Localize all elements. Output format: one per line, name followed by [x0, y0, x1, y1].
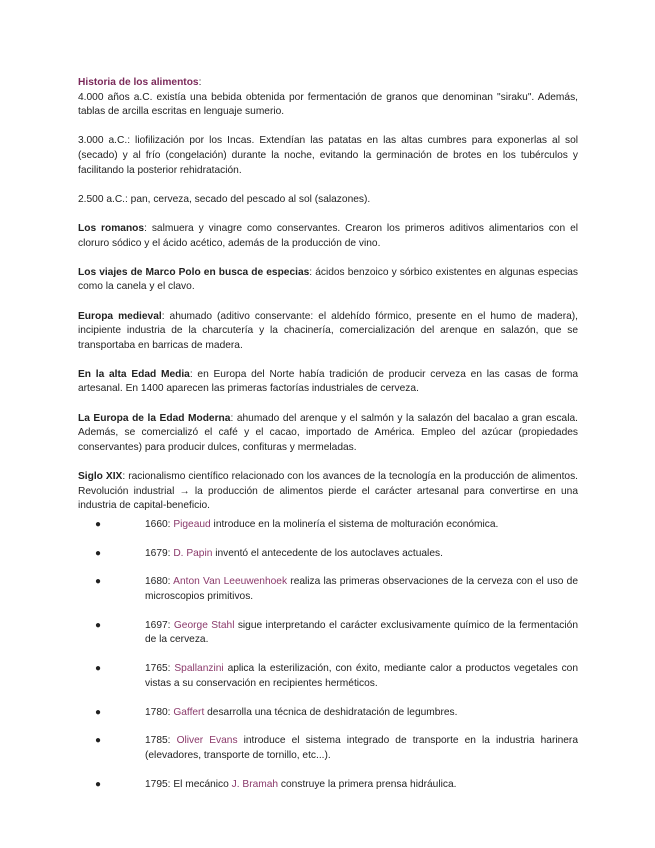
- event-text: aplica la esterilización, con éxito, mediante calor a productos vegetales con vistas a su conservación en recipientes herméticos.: [145, 663, 578, 689]
- event-text: introduce el sistema integrado de transporte en la industria harinera (elevadores, transporte de tornillo, etc...).: [145, 735, 578, 761]
- paragraph-edad-moderna: [78, 412, 578, 456]
- list-item: [78, 706, 578, 721]
- marco-polo-heading: Los viajes de Marco Polo en busca de especias: [78, 266, 310, 278]
- event-text: inventó el antecedente de los autoclaves actuales.: [212, 547, 443, 559]
- bullet-icon: ●: [95, 735, 102, 747]
- event-year: 1785:: [145, 735, 177, 747]
- list-item: [78, 662, 578, 691]
- bullet-icon: ●: [95, 619, 102, 631]
- event-year: 1660:: [145, 518, 174, 530]
- siglo-xix-text: : racionalismo científico relacionado con los avances de la tecnología en la producción de alimentos. Revolución industrial → la producción de alimentos pierde el carácter artesanal para convertirse en una industria de capital-beneficio.: [78, 471, 578, 512]
- paragraph-4000ac: 4.000 años a.C. existía una bebida obtenida por fermentación de granos que denominan "siraku". Además, tablas de arcilla escritas en lenguaje sumerio.: [78, 91, 578, 118]
- bullet-icon: ●: [95, 547, 102, 559]
- alta-edad-media-text: : en Europa del Norte había tradición de producir cerveza en las casas de forma artesanal. En 1400 aparecen las primeras factorías industriales de cerveza.: [78, 368, 578, 395]
- event-name-link[interactable]: D. Papin: [173, 547, 213, 559]
- edad-moderna-heading: La Europa de la Edad Moderna: [78, 412, 231, 424]
- event-year: 1765:: [145, 663, 175, 675]
- europa-medieval-heading: Europa medieval: [78, 310, 162, 322]
- event-year: 1679:: [145, 547, 174, 559]
- event-name-link[interactable]: Oliver Evans: [176, 735, 238, 747]
- event-name-link[interactable]: J. Bramah: [231, 778, 279, 790]
- event-year: 1780:: [145, 706, 174, 718]
- bullet-icon: ●: [95, 663, 102, 675]
- list-item: [78, 734, 578, 763]
- list-item: [78, 518, 578, 533]
- paragraph-siglo-xix: [78, 470, 578, 514]
- event-text: sigue interpretando el carácter exclusivamente químico de la fermentación de la cerveza.: [145, 619, 578, 646]
- paragraph-europa-medieval: [78, 310, 578, 354]
- romanos-text: : salmuera y vinagre como conservantes. Crearon los primeros aditivos alimentarios con el cloruro sódico y el ácido acético, además de la producción de vino.: [78, 222, 578, 249]
- paragraph-romanos: [78, 222, 578, 251]
- europa-medieval-text: : ahumado (aditivo conservante: el aldehído fórmico, presente en el humo de madera), incipiente industria de la charcutería y la chacinería, comercialización del arenque en salazón, que se transportaba en barricas de madera.: [78, 310, 579, 351]
- event-name-link[interactable]: Gaffert: [173, 706, 205, 718]
- event-year: 1795: El mecánico: [145, 778, 232, 790]
- event-name-link[interactable]: Pigeaud: [173, 518, 211, 530]
- event-name-link[interactable]: Spallanzini: [174, 663, 224, 675]
- paragraph-2500ac: 2.500 a.C.: pan, cerveza, secado del pescado al sol (salazones).: [78, 193, 371, 205]
- paragraph-alta-edad-media: [78, 368, 578, 397]
- event-year: 1697:: [145, 619, 174, 631]
- list-item: [78, 619, 578, 648]
- edad-moderna-text: : ahumado del arenque y el salmón y la salazón del bacalao a gran escala. Además, se comercializó el café y el cacao, importado de América. Empleo del azúcar (propiedades conservantes) para producir dulces, confituras y mermeladas.: [78, 412, 578, 453]
- event-text: realiza las primeras observaciones de la cerveza con el uso de microscopios primitivos.: [145, 576, 579, 602]
- event-name-link[interactable]: George Stahl: [173, 619, 235, 631]
- alta-edad-media-heading: En la alta Edad Media: [78, 368, 190, 380]
- bullet-icon: ●: [95, 576, 102, 588]
- event-text: introduce en la molinería el sistema de molturación económica.: [210, 518, 499, 530]
- paragraph-marco-polo: [78, 266, 578, 295]
- event-year: 1680:: [145, 576, 174, 588]
- list-item: [78, 547, 578, 562]
- title-line: [78, 76, 578, 91]
- siglo-xix-heading: Siglo XIX: [78, 471, 123, 483]
- event-text: construye la primera prensa hidráulica.: [278, 778, 457, 790]
- event-name-link[interactable]: Anton Van Leeuwenhoek: [173, 576, 288, 588]
- title-colon: :: [198, 77, 202, 88]
- bullet-icon: ●: [95, 706, 102, 718]
- romanos-heading: Los romanos: [78, 222, 145, 234]
- events-list: [78, 518, 578, 792]
- bullet-icon: ●: [95, 518, 102, 530]
- document-title: Historia de los alimentos: [78, 77, 199, 88]
- paragraph-3000ac: 3.000 a.C.: liofilización por los Incas. Extendían las patatas en las altas cumbres para exponerlas al sol (secado) y al frío (congelación) durante la noche, evitando la germinación de brotes en los tubérculos y facilitando la posterior rehidratación.: [78, 135, 578, 176]
- marco-polo-text: : ácidos benzoico y sórbico existentes en algunas especias como la canela y el clavo.: [78, 266, 578, 293]
- list-item: [78, 778, 578, 793]
- event-text: desarrolla una técnica de deshidratación de legumbres.: [204, 706, 458, 718]
- bullet-icon: ●: [95, 778, 102, 790]
- document-content: [78, 76, 578, 806]
- list-item: [78, 575, 578, 604]
